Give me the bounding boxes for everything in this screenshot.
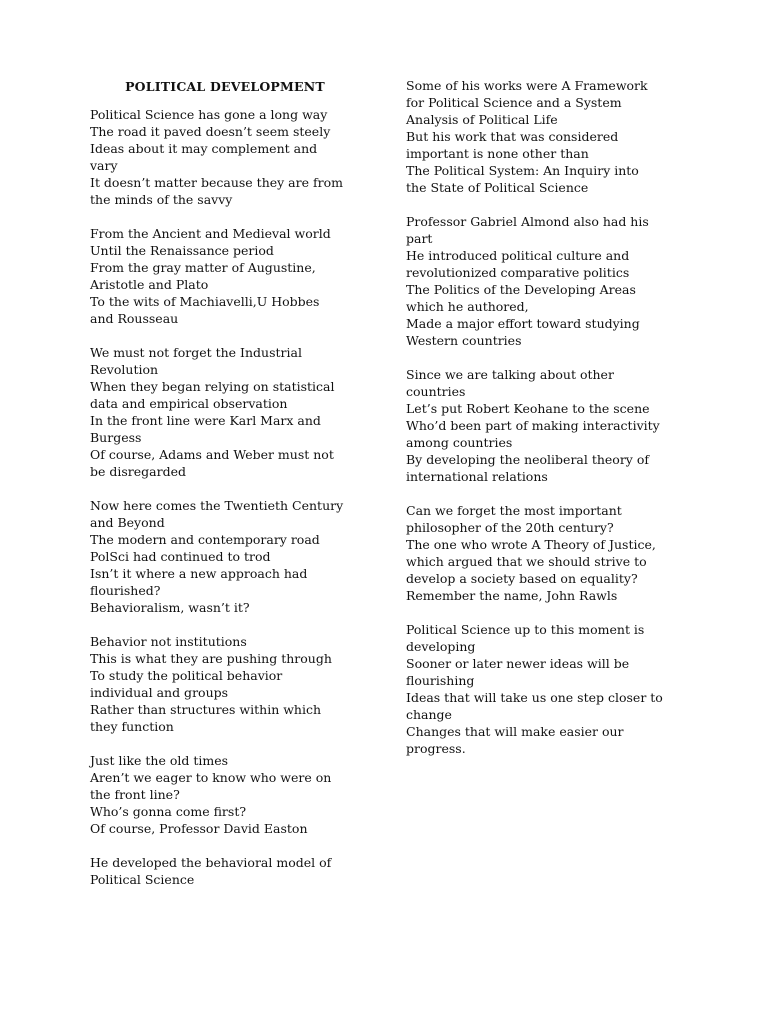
- poem-line: philosopher of the 20th century?: [406, 520, 614, 535]
- poem-line: When they began relying on statistical: [90, 379, 335, 394]
- poem-line: PolSci had continued to trod: [90, 549, 271, 564]
- poem-line: Ideas about it may complement and: [90, 141, 318, 156]
- poem-line: change: [406, 707, 452, 722]
- poem-line: Let’s put Robert Keohane to the scene: [406, 401, 650, 416]
- stanza: [90, 344, 380, 480]
- poem-line: Of course, Adams and Weber must not: [90, 447, 334, 462]
- poem-line: Aren’t we eager to know who were on: [90, 770, 332, 785]
- poem-line: We must not forget the Industrial: [90, 345, 302, 360]
- poem-line: Since we are talking about other: [406, 367, 614, 382]
- poem-line: progress.: [406, 741, 466, 756]
- poem-line: important is none other than: [406, 146, 589, 161]
- poem-line: To study the political behavior: [90, 668, 283, 683]
- poem-line: among countries: [406, 435, 513, 450]
- poem-line: for Political Science and a System: [406, 95, 622, 110]
- poem-line: international relations: [406, 469, 548, 484]
- poem-line: Rather than structures within which: [90, 702, 322, 717]
- poem-line: Behavior not institutions: [90, 634, 247, 649]
- stanza: [90, 633, 380, 735]
- poem-line: flourished?: [90, 583, 161, 598]
- poem-line: Western countries: [406, 333, 522, 348]
- poem-line: Behavioralism, wasn’t it?: [90, 600, 250, 615]
- poem-line: Remember the name, John Rawls: [406, 588, 618, 603]
- poem-line: To the wits of Machiavelli,U Hobbes: [90, 294, 320, 309]
- right-stanzas: [406, 77, 696, 757]
- poem-line: Who’d been part of making interactivity: [406, 418, 660, 433]
- poem-line: Now here comes the Twentieth Century: [90, 498, 344, 513]
- poem-line: The one who wrote A Theory of Justice,: [406, 537, 656, 552]
- poem-line: flourishing: [406, 673, 475, 688]
- poem-line: Ideas that will take us one step closer to: [406, 690, 663, 705]
- poem-line: countries: [406, 384, 466, 399]
- poem-line: He developed the behavioral model of: [90, 855, 332, 870]
- poem-line: Can we forget the most important: [406, 503, 622, 518]
- poem-line: This is what they are pushing through: [90, 651, 332, 666]
- poem-line: they function: [90, 719, 174, 734]
- poem-line: Isn’t it where a new approach had: [90, 566, 308, 581]
- left-column: [90, 77, 380, 905]
- poem-line: Aristotle and Plato: [90, 277, 209, 292]
- poem-line: Sooner or later newer ideas will be: [406, 656, 630, 671]
- poem-line: the minds of the savvy: [90, 192, 233, 207]
- poem-line: vary: [90, 158, 118, 173]
- right-column: [406, 77, 696, 774]
- poem-line: The modern and contemporary road: [90, 532, 320, 547]
- poem-line: Just like the old times: [90, 753, 229, 768]
- poem-line: Analysis of Political Life: [406, 112, 558, 127]
- stanza: [406, 502, 696, 604]
- poem-line: Professor Gabriel Almond also had his: [406, 214, 649, 229]
- poem-line: which he authored,: [406, 299, 529, 314]
- poem-line: Political Science up to this moment is: [406, 622, 645, 637]
- poem-line: In the front line were Karl Marx and: [90, 413, 321, 428]
- poem-line: By developing the neoliberal theory of: [406, 452, 649, 467]
- stanza: [90, 225, 380, 327]
- poem-line: Until the Renaissance period: [90, 243, 274, 258]
- poem-line: develop a society based on equality?: [406, 571, 638, 586]
- stanza: [406, 621, 696, 757]
- poem-line: Political Science has gone a long way: [90, 107, 328, 122]
- poem-line: be disregarded: [90, 464, 186, 479]
- poem-line: which argued that we should strive to: [406, 554, 647, 569]
- poem-line: Changes that will make easier our: [406, 724, 624, 739]
- poem-line: From the gray matter of Augustine,: [90, 260, 316, 275]
- poem-line: It doesn’t matter because they are from: [90, 175, 343, 190]
- poem-line: and Beyond: [90, 515, 165, 530]
- poem-line: the State of Political Science: [406, 180, 589, 195]
- poem-line: Burgess: [90, 430, 142, 445]
- stanza: [406, 213, 696, 349]
- poem-line: Who’s gonna come first?: [90, 804, 247, 819]
- page-title: POLITICAL DEVELOPMENT: [125, 79, 325, 94]
- poem-line: revolutionized comparative politics: [406, 265, 630, 280]
- poem-line: Political Science: [90, 872, 195, 887]
- poem-line: But his work that was considered: [406, 129, 619, 144]
- poem-line: Of course, Professor David Easton: [90, 821, 308, 836]
- poem-line: and Rousseau: [90, 311, 179, 326]
- poem-line: Revolution: [90, 362, 159, 377]
- poem-line: Some of his works were A Framework: [406, 78, 648, 93]
- poem-line: From the Ancient and Medieval world: [90, 226, 331, 241]
- stanza: [90, 106, 380, 208]
- stanza: [406, 77, 696, 196]
- stanza: [90, 497, 380, 616]
- poem-line: He introduced political culture and: [406, 248, 630, 263]
- poem-line: The Political System: An Inquiry into: [406, 163, 639, 178]
- left-stanzas: [90, 106, 380, 888]
- poem-line: developing: [406, 639, 476, 654]
- poem-line: The road it paved doesn’t seem steely: [90, 124, 331, 139]
- stanza: [406, 366, 696, 485]
- stanza: [90, 752, 380, 837]
- poem-line: the front line?: [90, 787, 180, 802]
- poem-line: part: [406, 231, 433, 246]
- poem-line: The Politics of the Developing Areas: [406, 282, 636, 297]
- poem-line: Made a major effort toward studying: [406, 316, 640, 331]
- poem-line: data and empirical observation: [90, 396, 288, 411]
- poem-line: individual and groups: [90, 685, 229, 700]
- stanza: [90, 854, 380, 888]
